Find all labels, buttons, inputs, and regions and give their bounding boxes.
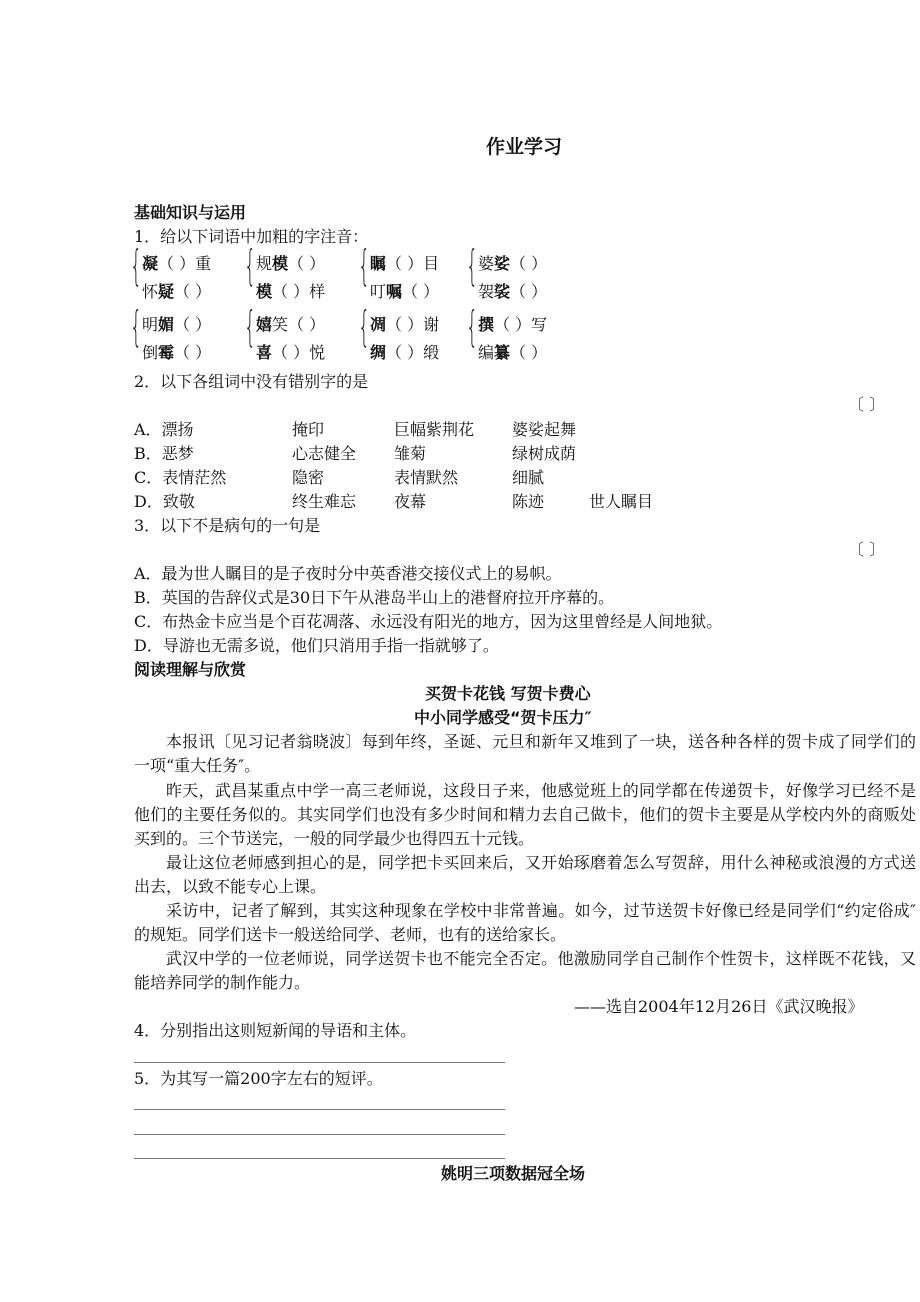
bold-char: 嘱 [386,282,403,301]
article-paragraph-2: 昨天，武昌某重点中学一高三老师说，这段日子来，他感觉班上的同学都在传递贺卡，好像学习已经不是他们的主要任务似的。其实同学们也没有多少时间和精力去自己做卡，他们的贺卡主要是从学校内外的商贩处买到的。三个节送完，一般的同学最少也得四五十元钱。 [134,781,916,848]
q3-option-b: B．英国的告辞仪式是30日下午从港岛半山上的港督府拉开序幕的。 [134,588,615,607]
question-5-stem: 5．为其写一篇200字左右的短评。 [134,1069,383,1088]
answer-line-q4[interactable] [134,1062,505,1063]
bold-char: 模 [256,282,273,301]
question-2-answer-blank[interactable]: 〔 〕 [848,395,886,414]
q3-option-a: A．最为世人瞩目的是子夜时分中英香港交接仪式上的易帜。 [134,564,562,583]
q2-option-cell: 雏菊 [394,444,427,463]
q1-word-b: 绸（ ）缎 [370,343,440,362]
q1-row1-pair-4 [466,241,588,307]
brace-icon: { [130,302,143,351]
q2-option-cell: 世人瞩目 [589,492,654,511]
answer-line-q5-3[interactable] [134,1158,505,1159]
bold-char: 疑 [158,282,175,301]
article-source: ——选自2004年12月26日《武汉晚报》 [574,997,864,1016]
question-2-stem: 2．以下各组词中没有错别字的是 [134,372,369,391]
q2-option-cell: 表情默然 [394,468,459,487]
article-paragraph-4: 采访中，记者了解到，其实这种现象在学校中非常普遍。如今，过节送贺卡好像已经是同学们“约定俗成″的规矩。同学们送卡一般送给同学、老师，也有的送给家长。 [134,901,916,944]
brace-icon: { [358,241,371,290]
next-article-title: 姚明三项数据冠全场 [441,1164,586,1183]
section-heading-reading: 阅读理解与欣赏 [134,660,247,679]
bold-char: 绸 [370,343,387,362]
bold-char: 霉 [158,343,175,362]
bold-char: 裟 [494,282,511,301]
section-heading-basics: 基础知识与运用 [134,203,247,222]
q2-option-cell: 掩印 [292,420,325,439]
bold-char: 喜 [256,343,273,362]
question-3-stem: 3．以下不是病句的一句是 [134,516,321,535]
q2-option-cell: 心志健全 [292,444,357,463]
brace-icon: { [358,302,371,351]
q1-row2-pair-4 [466,302,588,368]
brace-icon: { [244,302,257,351]
brace-icon: { [130,241,143,290]
article-headline-2: 中小同学感受“贺卡压力″ [414,708,592,727]
article-headline-1: 买贺卡花钱 写贺卡费心 [425,684,591,703]
article-paragraph-3: 最让这位老师感到担心的是，同学把卡买回来后，又开始琢磨着怎么写贺辞，用什么神秘或浪漫的方式送出去，以致不能专心上课。 [134,853,916,896]
q1-word-b: 编纂（ ） [478,343,548,362]
q1-row2-pair-3 [358,302,480,368]
q1-word-a: 嬉笑（ ） [256,315,326,334]
bold-char: 模 [272,254,289,273]
q2-option-cell: C．表情茫然 [134,468,227,487]
q1-word-b: 模（ ）样 [256,282,326,301]
bold-char: 媚 [158,315,175,334]
brace-icon: { [466,241,479,290]
q2-option-cell: A．漂扬 [134,420,194,439]
q2-option-cell: 隐密 [292,468,325,487]
q1-word-b: 怀疑（ ） [142,282,212,301]
q1-word-b: 叮嘱（ ） [370,282,440,301]
q1-word-b: 袈裟（ ） [478,282,548,301]
question-1-stem: 1．给以下词语中加粗的字注音： [134,227,369,246]
q1-row1-pair-1 [130,241,252,307]
q2-option-cell: 陈迹 [512,492,545,511]
q1-word-a: 规模（ ） [256,254,326,273]
q1-word-a: 凝（ ）重 [142,254,212,273]
q2-option-cell: 终生难忘 [292,492,357,511]
answer-line-q5-2[interactable] [134,1134,505,1135]
brace-icon: { [244,241,257,290]
q1-word-b: 倒霉（ ） [142,343,212,362]
q2-option-cell: D．致敬 [134,492,195,511]
q1-word-a: 瞩（ ）目 [370,254,440,273]
brace-icon: { [466,302,479,351]
q1-row1-pair-2 [244,241,366,307]
q1-word-a: 明媚（ ） [142,315,212,334]
q2-option-cell: 绿树成荫 [512,444,577,463]
bold-char: 嬉 [256,315,273,334]
bold-char: 撰 [478,315,495,334]
q2-option-cell: B．恶梦 [134,444,194,463]
article-paragraph-1: 本报讯〔见习记者翁晓波〕每到年终，圣诞、元旦和新年又堆到了一块，送各种各样的贺卡成了同学们的一项“重大任务″。 [134,732,916,775]
q2-option-cell: 巨幅紫荆花 [394,420,475,439]
q1-row2-pair-2 [244,302,366,368]
bold-char: 瞩 [370,254,387,273]
q1-row2-pair-1 [130,302,252,368]
page-title: 作业学习 [486,136,563,158]
question-3-answer-blank[interactable]: 〔 〕 [848,540,886,559]
answer-line-q5-1[interactable] [134,1109,505,1110]
q1-word-a: 撰（ ）写 [478,315,548,334]
q2-option-cell: 婆娑起舞 [512,420,577,439]
bold-char: 娑 [494,254,511,273]
q3-option-d: D．导游也无需多说，他们只消用手指一指就够了。 [134,636,499,655]
q1-row1-pair-3 [358,241,480,307]
q1-word-a: 凋（ ）谢 [370,315,440,334]
bold-char: 纂 [494,343,511,362]
q3-option-c: C．布热金卡应当是个百花凋落、永远没有阳光的地方，因为这里曾经是人间地狱。 [134,612,723,631]
question-4-stem: 4．分别指出这则短新闻的导语和主体。 [134,1021,417,1040]
bold-char: 凋 [370,315,387,334]
bold-char: 凝 [142,254,159,273]
q2-option-cell: 夜幕 [394,492,427,511]
article-paragraph-5: 武汉中学的一位老师说，同学送贺卡也不能完全否定。他激励同学自己制作个性贺卡，这样既不花钱，又能培养同学的制作能力。 [134,949,916,992]
q1-word-b: 喜（ ）悦 [256,343,326,362]
q1-word-a: 婆娑（ ） [478,254,548,273]
q2-option-cell: 细腻 [512,468,545,487]
